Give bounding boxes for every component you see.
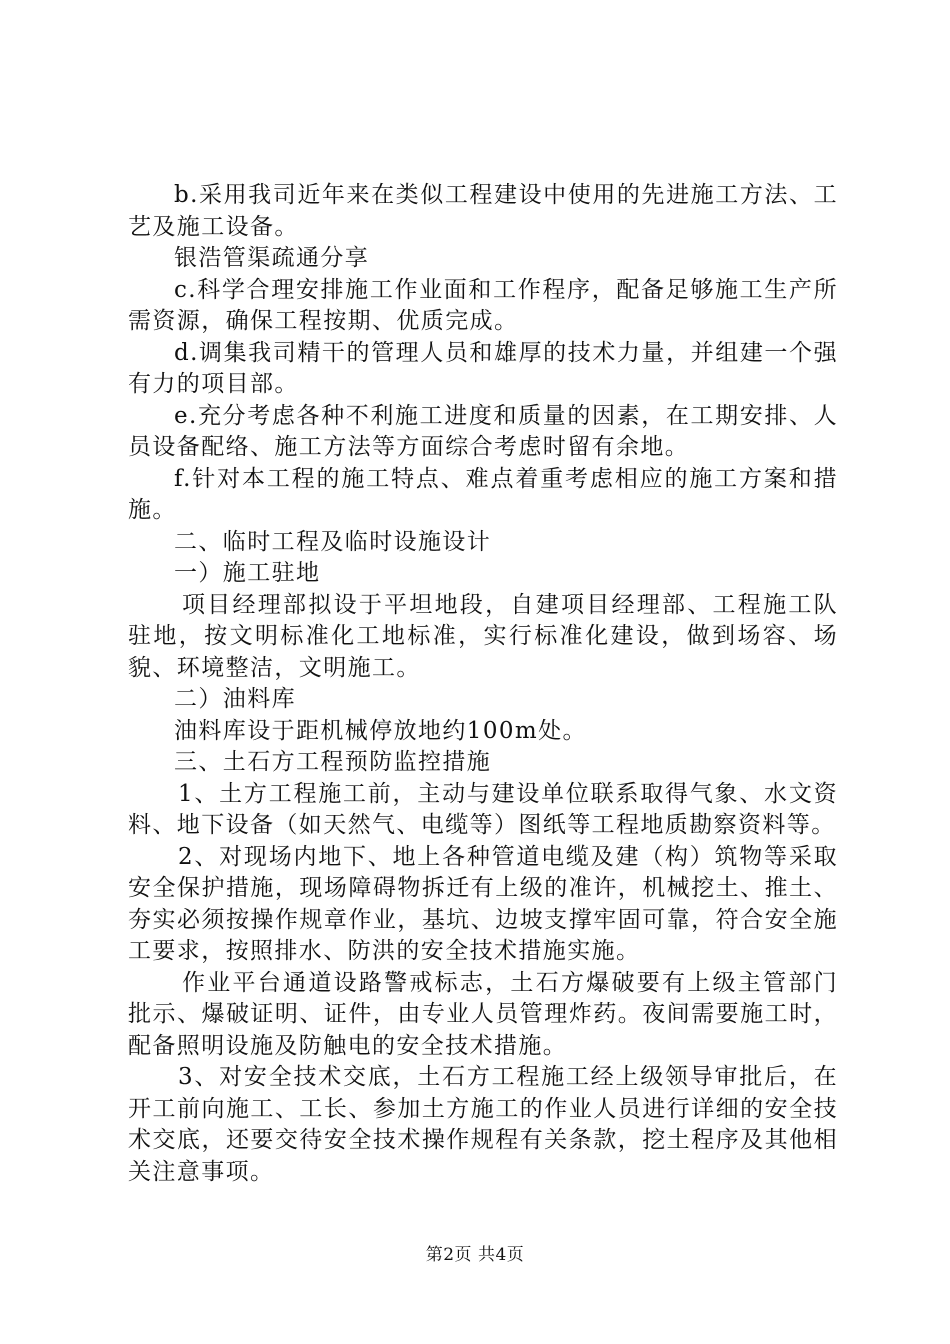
paragraph-camp: 项目经理部拟设于平坦地段，自建项目经理部、工程施工队驻地，按文明标准化工地标准，实行标准化建设，做到场容、场貌、环境整洁，文明施工。	[128, 591, 838, 681]
paragraph-e: e.充分考虑各种不利施工进度和质量的因素，在工期安排、人员设备配络、施工方法等方面综合考虑时留有余地。	[128, 402, 838, 460]
paragraph-item-2: 2、对现场内地下、地上各种管道电缆及建（构）筑物等采取安全保护措施，现场障碍物拆迁有上级的准许，机械挖土、推土、夯实必须按操作规章作业，基坑、边坡支撑牢固可靠，符合安全施工要求，按照排水、防洪的安全技术措施实施。	[128, 843, 838, 964]
paragraph-c: c.科学合理安排施工作业面和工作程序，配备足够施工生产所需资源，确保工程按期、优质完成。	[128, 276, 838, 334]
paragraph-item-1: 1、土方工程施工前，主动与建设单位联系取得气象、水文资料、地下设备（如天然气、电缆等）图纸等工程地质勘察资料等。	[128, 780, 838, 838]
paragraph-b: b.采用我司近年来在类似工程建设中使用的先进施工方法、工艺及施工设备。	[128, 182, 838, 240]
paragraph-platform: 作业平台通道设路警戒标志，土石方爆破要有上级主管部门批示、爆破证明、证件，由专业人员管理炸药。夜间需要施工时，配备照明设施及防触电的安全技术措施。	[128, 969, 838, 1059]
paragraph-item-3: 3、对安全技术交底，土石方工程施工经上级领导审批后，在开工前向施工、工长、参加土方施工的作业人员进行详细的安全技术交底，还要交待安全技术操作规程有关条款，挖土程序及其他相关注意事项。	[128, 1064, 838, 1185]
section-heading-2: 二、临时工程及临时设施设计	[174, 528, 492, 555]
paragraph-d: d.调集我司精干的管理人员和雄厚的技术力量，并组建一个强有力的项目部。	[128, 339, 838, 397]
paragraph-note: 银浩管渠疏通分享	[174, 245, 370, 271]
subheading-fuel-depot: 二）油料库	[174, 686, 296, 712]
subheading-camp: 一）施工驻地	[174, 560, 321, 586]
paragraph-fuel-depot: 油料库设于距机械停放地约100m处。	[174, 717, 587, 744]
document-body	[128, 180, 838, 1188]
section-heading-3: 三、土石方工程预防监控措施	[174, 749, 492, 775]
paragraph-f: f.针对本工程的施工特点、难点着重考虑相应的施工方案和措施。	[128, 465, 838, 523]
page-footer: 第2页 共4页	[425, 1245, 525, 1265]
